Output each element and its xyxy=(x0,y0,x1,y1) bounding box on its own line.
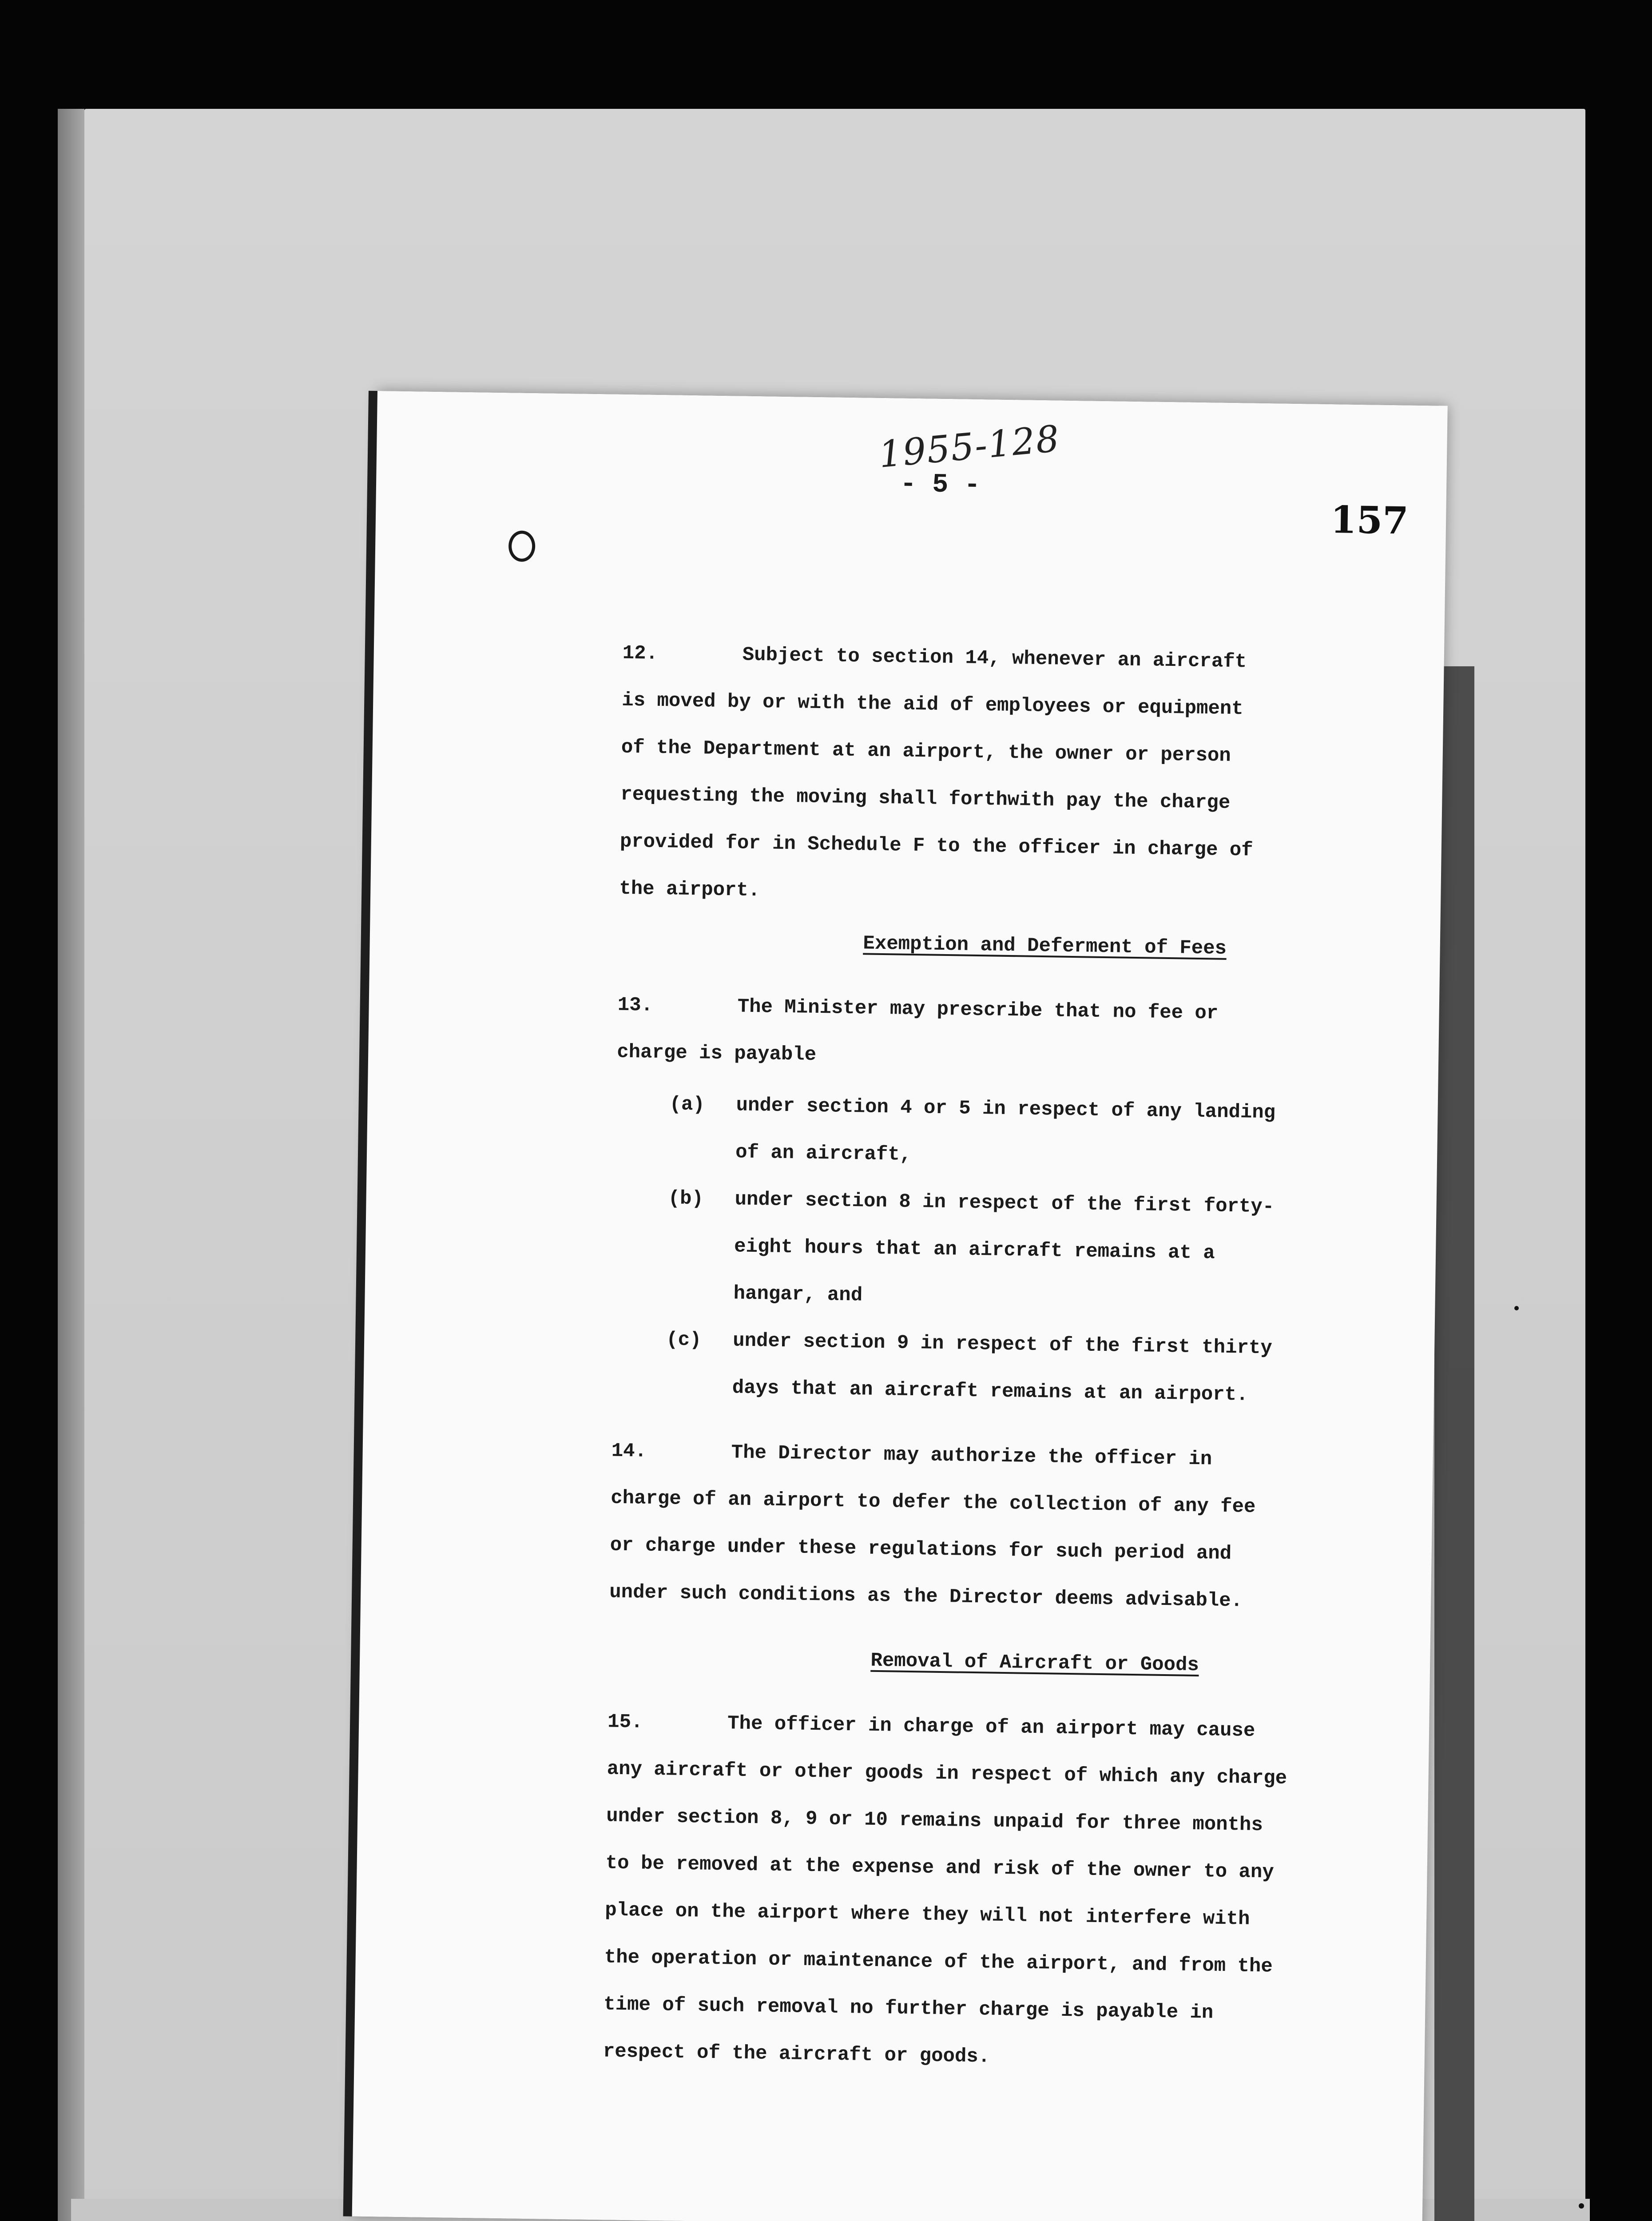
text-line: or charge under these regulations for such period and xyxy=(610,1534,1232,1565)
text-line: provided for in Schedule F to the officer in charge of xyxy=(620,830,1253,862)
text-line: charge is payable xyxy=(616,1041,817,1066)
text-line: under section 8 in respect of the first forty- xyxy=(735,1188,1275,1218)
text-line: any aircraft or other goods in respect of which any charge xyxy=(607,1758,1287,1790)
text-line: under such conditions as the Director deems advisable. xyxy=(609,1581,1243,1612)
text-line: days that an aircraft remains at an airport. xyxy=(732,1377,1248,1406)
text-line: of an aircraft, xyxy=(735,1141,912,1166)
heading-removal: Removal of Aircraft or Goods xyxy=(870,1649,1199,1677)
text-line: under section 8, 9 or 10 remains unpaid for three months xyxy=(606,1805,1263,1837)
page-number: - 5 - xyxy=(900,469,981,501)
list-item xyxy=(612,1316,1413,1421)
text-line: The Director may authorize the officer in xyxy=(731,1441,1212,1471)
text-line: the airport. xyxy=(619,877,760,902)
text-line: the operation or maintenance of the airport, and from the xyxy=(604,1946,1273,1978)
text-line: to be removed at the expense and risk of the owner to any xyxy=(605,1852,1275,1884)
section-14 xyxy=(609,1428,1411,1627)
section-number: 12. xyxy=(622,642,658,665)
text-line: charge of an airport to defer the collection of any fee xyxy=(610,1487,1256,1518)
text-line: hangar, and xyxy=(733,1282,863,1307)
section-13 xyxy=(612,982,1417,1421)
list-item xyxy=(613,1174,1414,1327)
text-line: under section 4 or 5 in respect of any landing xyxy=(736,1094,1276,1124)
item-label: (c) xyxy=(666,1329,702,1352)
item-label: (b) xyxy=(668,1187,704,1210)
document-body xyxy=(603,630,1422,2086)
text-line: The officer in charge of an airport may cause xyxy=(727,1712,1255,1742)
text-line: requesting the moving shall forthwith pay the charge xyxy=(620,783,1231,814)
text-line: Subject to section 14, whenever an aircraft xyxy=(742,644,1247,673)
punch-hole xyxy=(508,530,536,562)
typed-page xyxy=(352,391,1448,2221)
item-label: (a) xyxy=(669,1093,705,1116)
list-item xyxy=(615,1080,1416,1186)
text-line: place on the airport where they will not interfere with xyxy=(604,1899,1250,1930)
section-12 xyxy=(619,630,1422,923)
film-speck xyxy=(1579,2203,1584,2209)
text-line: of the Department at an airport, the owner or person xyxy=(621,736,1231,767)
text-line: The Minister may prescribe that no fee or xyxy=(737,995,1219,1025)
stamped-page-number: 157 xyxy=(1330,497,1409,543)
heading-exemption: Exemption and Deferment of Fees xyxy=(863,932,1227,960)
card-left-edge xyxy=(58,109,84,2221)
film-speck xyxy=(1514,1306,1519,1310)
text-line: eight hours that an aircraft remains at a xyxy=(734,1235,1215,1265)
section-number: 15. xyxy=(607,1711,643,1734)
section-number: 14. xyxy=(611,1440,647,1463)
section-number: 13. xyxy=(617,994,653,1017)
text-line: time of such removal no further charge is payable in xyxy=(603,1993,1214,2024)
text-line: under section 9 in respect of the first thirty xyxy=(732,1329,1273,1360)
handwritten-reference: 1955-128 xyxy=(877,418,1062,476)
text-line: respect of the aircraft or goods. xyxy=(603,2040,990,2068)
section-15 xyxy=(603,1699,1407,2086)
item-list xyxy=(612,1080,1416,1421)
text-line: is moved by or with the aid of employees or equipment xyxy=(621,689,1243,720)
